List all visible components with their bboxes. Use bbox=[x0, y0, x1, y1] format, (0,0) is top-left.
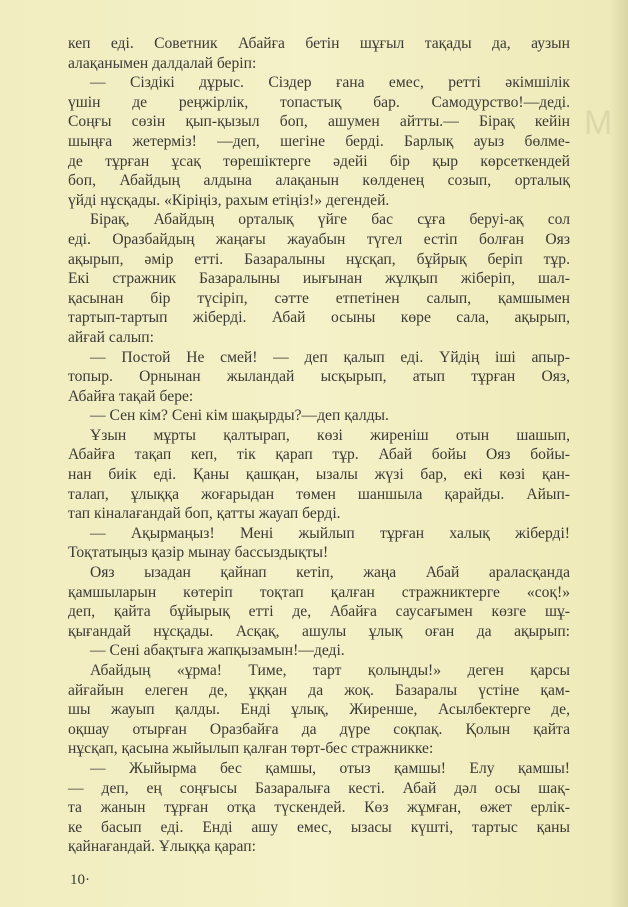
text-line: шы жауып қалды. Енді ұлық, Жиренше, Асылбектерге де, bbox=[68, 701, 570, 719]
text-line: нан биік еді. Қаны қашқан, ызалы жүзі бар, екі көзі қан- bbox=[68, 466, 570, 484]
text-line: алақанымен далдалай беріп: bbox=[68, 54, 257, 72]
text-line: кеп еді. Советник Абайға бетін шұғыл тақады да, аузын bbox=[68, 35, 570, 52]
text-line: айғай салып: bbox=[68, 328, 154, 346]
page-number: 10· bbox=[70, 872, 90, 888]
page-body-text bbox=[68, 34, 570, 857]
text-line: ақырып, әмір етті. Базаралыны нұсқап, бұйрық беріп тұр. bbox=[68, 250, 570, 268]
text-line: қамшыларын көтеріп тоқтап қалған стражниктерге «соқ!» bbox=[68, 583, 570, 601]
text-line: — Сен кім? Сені кім шақырды?—деп қалды. bbox=[90, 407, 389, 425]
text-line: Ояз ызадан қайнап кетіп, жаңа Абай араласқанда bbox=[90, 564, 570, 582]
text-line: айғайын елеген де, ұққан да жоқ. Базаралы үстіне қам- bbox=[68, 681, 570, 699]
text-line: оқшау отырған Оразбайға да дүре соқпақ. Қолын қайта bbox=[68, 720, 570, 738]
text-line: Тоқтатыңыз қазір мынау бассыздықты! bbox=[68, 544, 329, 562]
text-line: тартып-тартып жіберді. Абай осыны көре сала, ақырып, bbox=[68, 309, 570, 327]
text-line: қасынан бір түсіріп, сәтте етпетінен салып, қамшымен bbox=[68, 289, 570, 307]
text-line: — Постой Не смей! — деп қалып еді. Үйдің іші апыр- bbox=[90, 348, 570, 366]
text-line: де тұрған ұсақ төрешіктерге әдейі бір қыр көрсеткендей bbox=[68, 152, 570, 170]
text-line: нұсқап, қасына жыйылып қалған төрт-бес стражникке: bbox=[68, 740, 434, 758]
text-line: Абайға тақап кеп, тік қарап тұр. Абай бойы Ояз бойы- bbox=[68, 446, 570, 464]
text-line: Абайға тақай бере: bbox=[68, 387, 194, 405]
text-line: Ұзын мұрты қалтырап, көзі жиреніш отын шашып, bbox=[90, 426, 570, 444]
text-line: — Сіздікі дұрыс. Сіздер ғана емес, ретті әкімшілік bbox=[90, 74, 570, 92]
text-line: еді. Оразбайдың жаңағы жауабын түгел естіп болған Ояз bbox=[68, 230, 570, 248]
text-line: — деп, ең соңғысы Базаралыға кесті. Абай дәл осы шақ- bbox=[68, 779, 570, 797]
text-line: тап кіналағандай боп, қатты жауап берді. bbox=[68, 505, 341, 523]
text-line: шыңға жетерміз! —деп, шегіне берді. Барлық ауыз бөлме- bbox=[68, 132, 570, 150]
text-line: — Ақырмаңыз! Мені жыйлып тұрған халық жіберді! bbox=[90, 524, 570, 542]
text-line: — Сені абақтыға жапқызамын!—деді. bbox=[90, 642, 345, 660]
text-line: ке басып еді. Енді ашу емес, ызасы күшті, тартыс қаны bbox=[68, 818, 570, 836]
text-line: Абайдың «ұрма! Тиме, тарт қолыңды!» деген қарсы bbox=[90, 662, 570, 679]
text-line: та жанын тұрған отқа түскендей. Көз жұмған, өжет ерлік- bbox=[68, 799, 570, 817]
text-line: қығандай нұсқады. Асқақ, ашулы ұлық оған да ақырып: bbox=[68, 622, 570, 640]
text-line: боп, Абайдың алдына алақанын көлденең созып, орталық bbox=[68, 172, 570, 190]
margin-show-through-mark: M bbox=[584, 104, 613, 142]
text-line: Бірақ, Абайдың орталық үйге бас сұға беруі-ақ сол bbox=[90, 211, 570, 229]
text-line: талап, ұлыққа жоғарыдан төмен шаншыла қарайды. Айып- bbox=[68, 485, 570, 503]
text-line: үшін де реңжірлік, топастық бар. Самодурство!—деді. bbox=[68, 93, 570, 111]
text-line: Екі стражник Базаралыны иығынан жұлқып жіберіп, шал- bbox=[68, 270, 570, 288]
text-line: — Жыйырма бес қамшы, отыз қамшы! Елу қамшы! bbox=[90, 759, 570, 777]
text-line: Соңғы сөзін қып-қызыл боп, ашумен айтты.— Бірақ кейін bbox=[68, 113, 570, 131]
text-line: топыр. Орнынан жыландай ысқырып, атып тұрған Ояз, bbox=[68, 368, 570, 386]
text-line: үйді нұсқады. «Кіріңіз, рахым етіңіз!» дегендей. bbox=[68, 191, 390, 209]
text-line: деп, қайта бұйырық етті де, Абайға саусағымен көзге шұ- bbox=[68, 603, 570, 621]
text-line: қайнағандай. Ұлыққа қарап: bbox=[68, 838, 256, 856]
